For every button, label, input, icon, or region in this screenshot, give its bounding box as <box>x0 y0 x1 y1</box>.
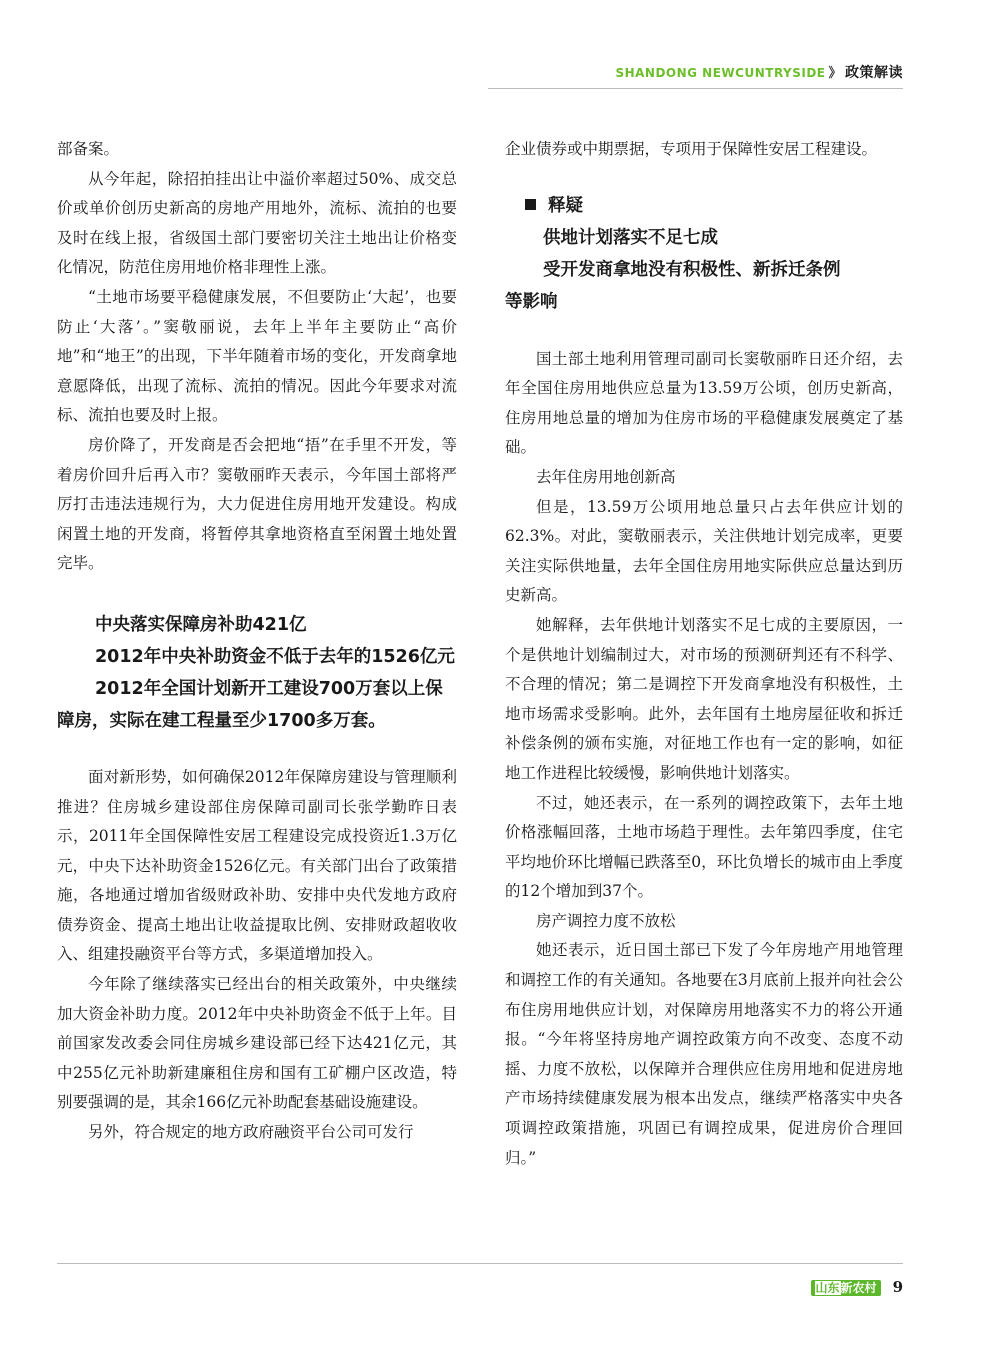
sub-heading: 房产调控力度不放松 <box>536 911 676 930</box>
heading-tag: 释疑 <box>548 195 583 216</box>
paragraph: 今年除了继续落实已经出台的相关政策外，中央继续加大资金补助力度。2012年中央补助资金不低于上年。目前国家发改委会同住房城乡建设部已经下达421亿元，其中255亿元补助新建廉租住房和国有工矿棚户区改造，特别要强调的是，其余166亿元补助配套基础设施建设。 <box>57 975 457 1112</box>
header-rule <box>488 88 903 89</box>
square-bullet-icon <box>525 199 536 210</box>
heading-line: 2012年全国计划新开工建设700万套以上保 <box>95 678 443 699</box>
heading-tag-line <box>505 190 903 222</box>
magazine-logo <box>811 1280 881 1296</box>
paragraph: 但是，13.59万公顷用地总量只占去年供应计划的62.3%。对此，窦敬丽表示，关注供地计划完成率，更要关注实际供地量，去年全国住房用地实际供应总量达到历史新高。 <box>505 497 903 605</box>
section-heading <box>57 609 457 737</box>
paragraph: 不过，她还表示，在一系列的调控政策下，去年土地价格涨幅回落，土地市场趋于理性。去年第四季度，住宅平均地价环比增幅已跌落至0，环比负增长的城市由上季度的12个增加到37个。 <box>505 793 903 901</box>
paragraph: 另外，符合规定的地方政府融资平台公司可发行 <box>88 1123 414 1142</box>
heading-line: 供地计划落实不足七成 <box>543 227 718 248</box>
right-column <box>505 135 903 1173</box>
paragraph: “土地市场要平稳健康发展，不但要防止‘大起’，也要防止‘大落’。”窦敬丽说，去年上半年主要防止“高价地”和“地王”的出现，下半年随着市场的变化，开发商拿地意愿降低，出现了流标、流拍的情况。因此今年要求对流标、流拍也要及时上报。 <box>57 287 457 425</box>
heading-line: 障房，实际在建工程量至少1700多万套。 <box>57 710 386 731</box>
logo-text-b: 新农村 <box>840 1281 877 1295</box>
footer-rule <box>57 1263 903 1264</box>
page-header <box>615 62 903 82</box>
paragraph: 国土部土地利用管理司副司长窦敬丽昨日还介绍，去年全国住房用地供应总量为13.59万公顷，创历史新高，住房用地总量的增加为住房市场的平稳健康发展奠定了基础。 <box>505 349 903 457</box>
header-separator: 》 <box>828 66 842 81</box>
paragraph: 从今年起，除招拍挂出让中溢价率超过50%、成交总价或单价创历史新高的房地产用地外，流标、流拍的也要及时在线上报，省级国土部门要密切关注土地出让价格变化情况，防范住房用地价格非理性上涨。 <box>57 169 457 277</box>
page-number: 9 <box>892 1278 903 1296</box>
paragraph: 面对新形势，如何确保2012年保障房建设与管理顺利推进？住房城乡建设部住房保障司副司长张学勤昨日表示，2011年全国保障性安居工程建设完成投资近1.3万亿元，中央下达补助资金1526亿元。有关部门出台了政策措施，各地通过增加省级财政补助、安排中央代发地方政府债券资金、提高土地出让收益提取比例、安排财政超收收入、组建投融资平台等方式，多渠道增加投入。 <box>57 767 457 964</box>
heading-line: 受开发商拿地没有积极性、新拆迁条例 <box>543 259 841 280</box>
left-column <box>57 135 457 1148</box>
paragraph: 她还表示，近日国土部已下发了今年房地产用地管理和调控工作的有关通知。各地要在3月底前上报并向社会公布住房用地供应计划，对保障房用地落实不力的将公开通报。“今年将坚持房地产调控政策方向不改变、态度不动摇、力度不放松，以保障并合理供应住房用地和促进房地产市场持续健康发展为根本出发点，继续严格落实中央各项调控政策措施，巩固已有调控成果，促进房价合理回归。” <box>505 941 903 1167</box>
heading-line: 中央落实保障房补助421亿 <box>95 614 307 635</box>
magazine-name-en: SHANDONG NEWCUNTRYSIDE <box>615 66 826 80</box>
section-heading <box>505 190 903 318</box>
sub-heading: 去年住房用地创新高 <box>536 467 676 486</box>
heading-line: 2012年中央补助资金不低于去年的1526亿元 <box>95 646 455 667</box>
heading-line: 等影响 <box>505 291 558 312</box>
paragraph: 她解释，去年供地计划落实不足七成的主要原因，一个是供地计划编制过大，对市场的预测研判还有不科学、不合理的情况；第二是调控下开发商拿地没有积极性，土地市场需求受影响。此外，去年国有土地房屋征收和拆迁补偿条例的颁布实施，对征地工作也有一定的影响，如征地工作进程比较缓慢，影响供地计划落实。 <box>505 615 903 782</box>
paragraph: 房价降了，开发商是否会把地“捂”在手里不开发，等着房价回升后再入市？窦敬丽昨天表示，今年国土部将严厉打击违法违规行为，大力促进住房用地开发建设。构成闲置土地的开发商，将暂停其拿地资格直至闲置土地处置完毕。 <box>57 435 457 573</box>
logo-text-a: 山东 <box>815 1281 840 1295</box>
page-footer <box>811 1278 903 1296</box>
section-title: 政策解读 <box>845 65 903 81</box>
paragraph: 部备案。 <box>57 140 120 158</box>
paragraph: 企业债券或中期票据，专项用于保障性安居工程建设。 <box>505 140 878 158</box>
